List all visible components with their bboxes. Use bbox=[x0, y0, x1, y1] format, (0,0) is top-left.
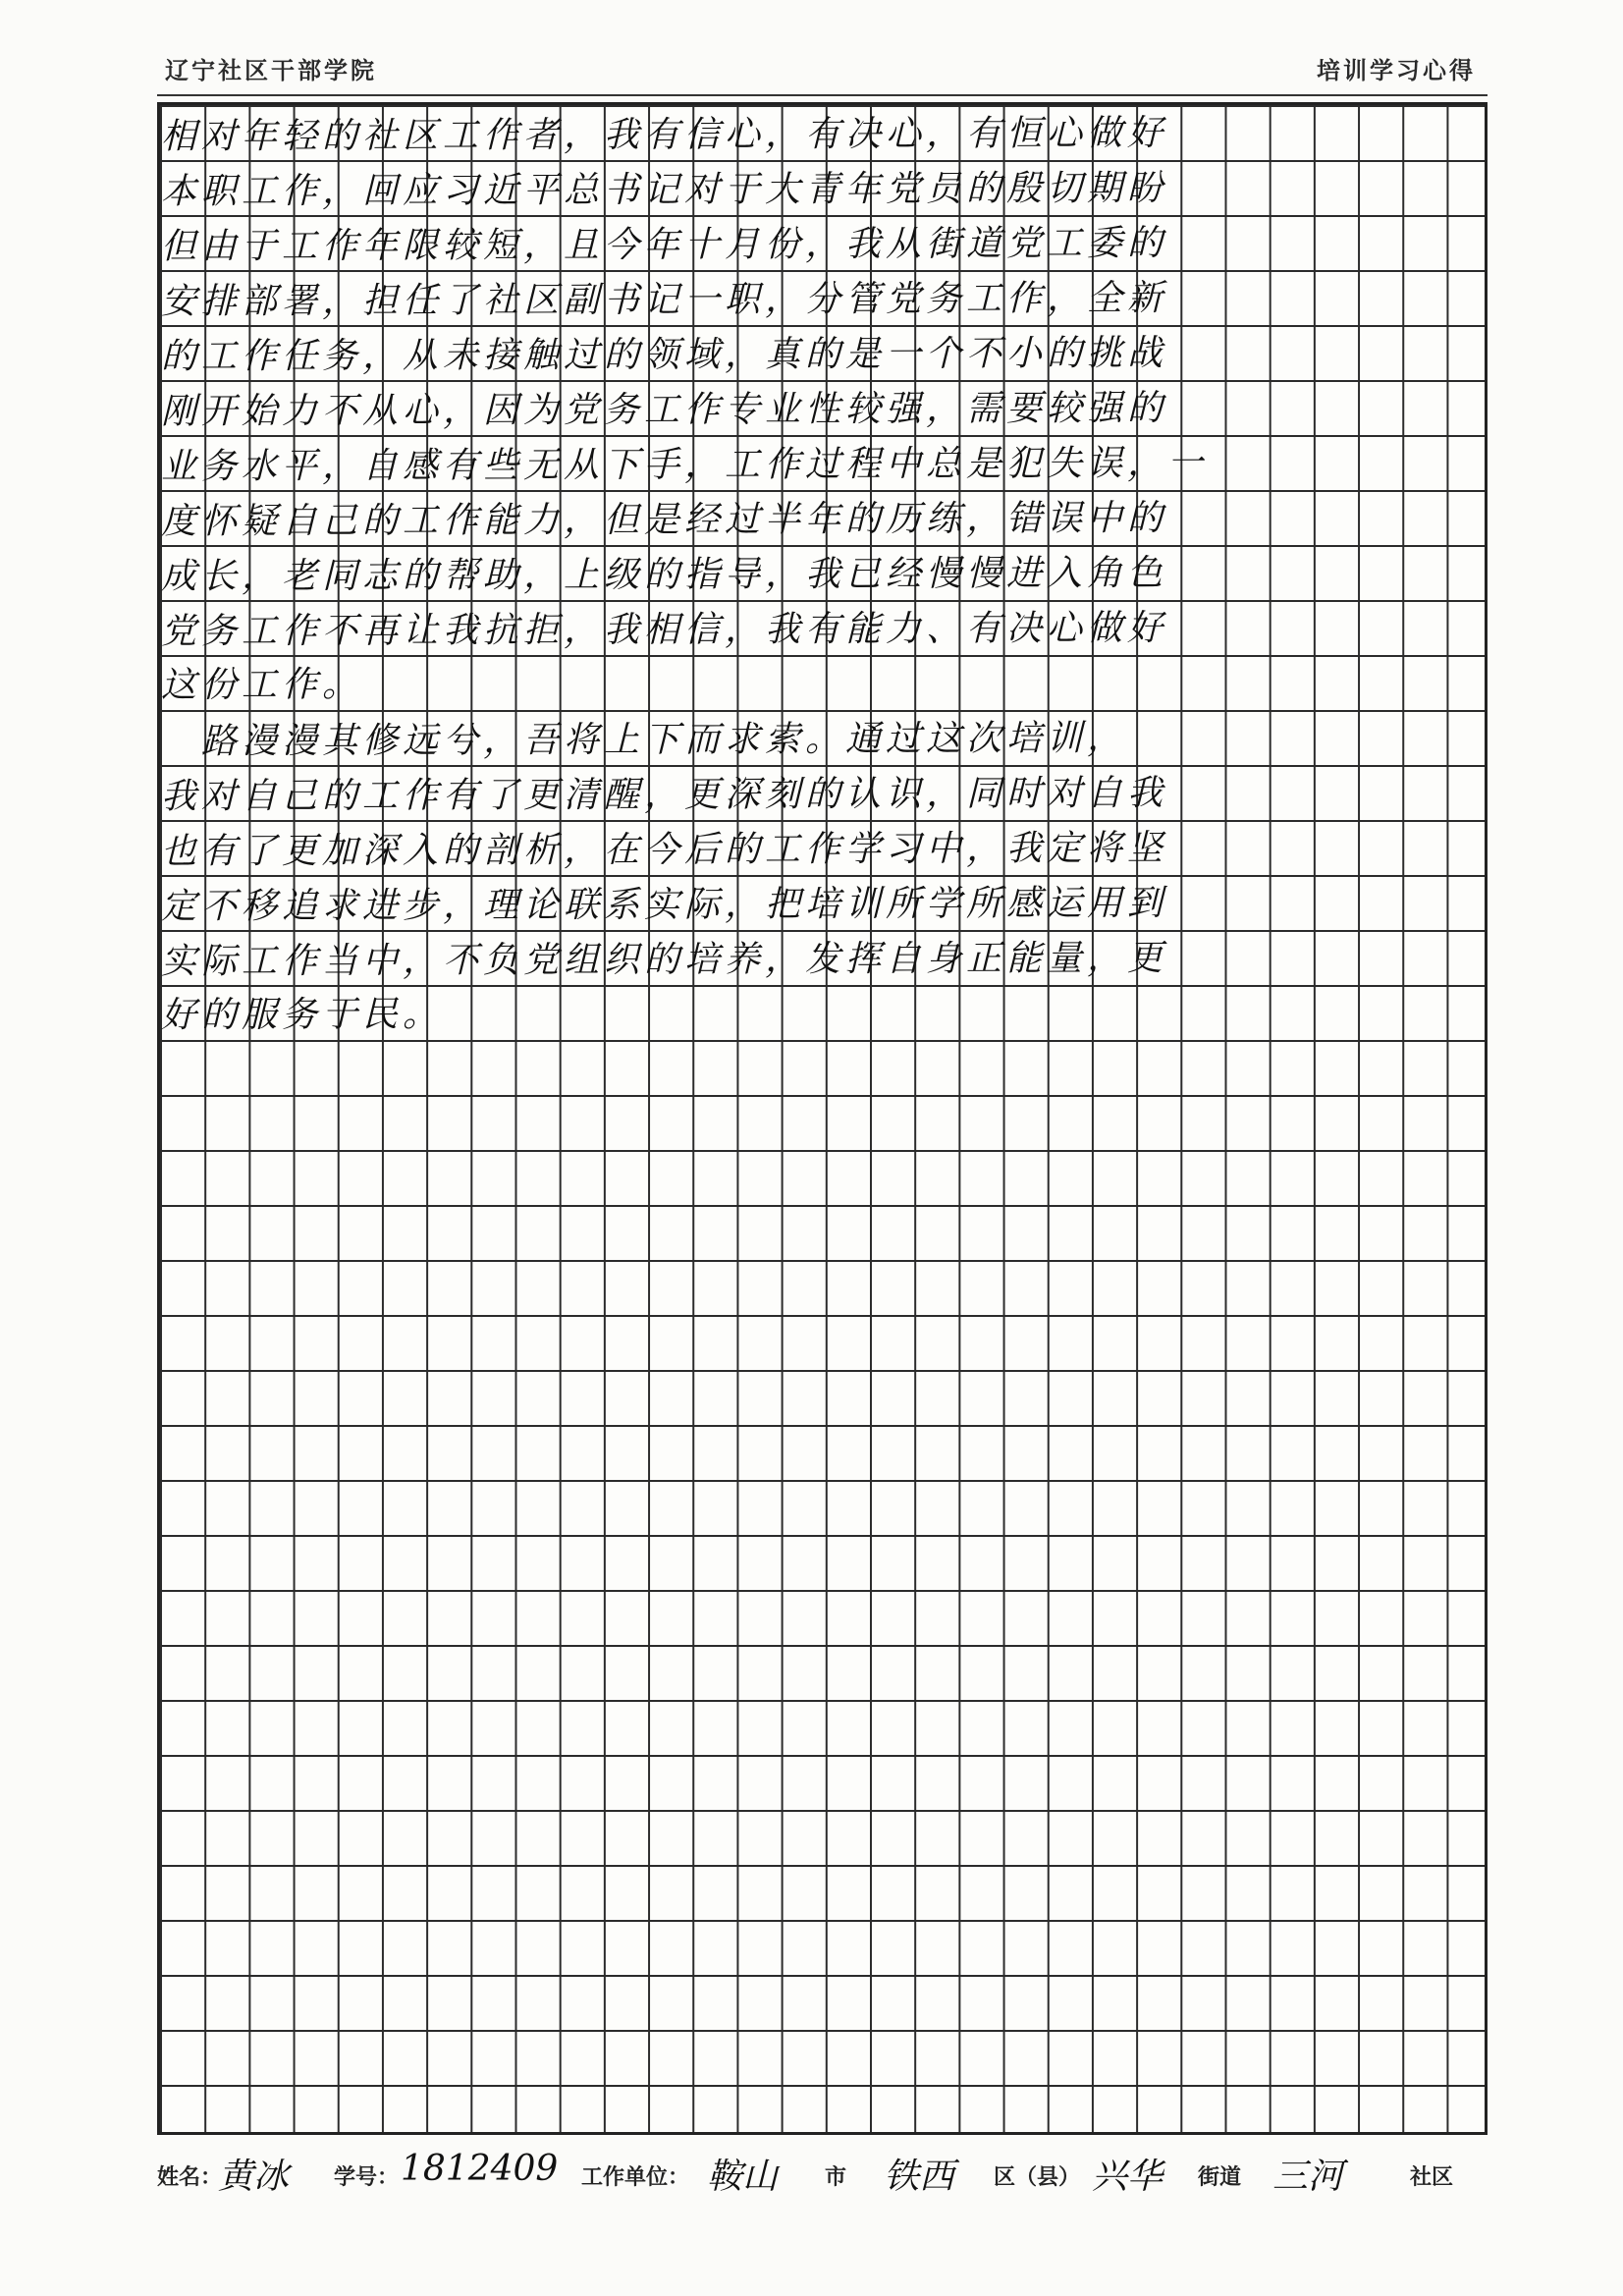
work-unit-label: 工作单位： bbox=[581, 2164, 690, 2190]
community-value: 三河 bbox=[1272, 2157, 1344, 2197]
community-label: 社区 bbox=[1410, 2164, 1454, 2190]
handwritten-line: 但由于工作年限较短，且今年十月份，我从街道党工委的 bbox=[160, 223, 1168, 267]
handwritten-line: 度怀疑自己的工作能力，但是经过半年的历练，错误中的 bbox=[160, 498, 1168, 542]
name-value: 黄冰 bbox=[218, 2157, 290, 2197]
handwritten-line: 我对自己的工作有了更清醒，更深刻的认识，同时对自我 bbox=[160, 773, 1168, 817]
handwritten-line: 党务工作不再让我抗拒，我相信，我有能力、有决心做好 bbox=[160, 608, 1168, 652]
document-type-title: 培训学习心得 bbox=[1317, 56, 1476, 84]
city-label: 市 bbox=[825, 2164, 847, 2190]
student-id-label: 学号： bbox=[334, 2164, 400, 2190]
street-label: 街道 bbox=[1198, 2164, 1242, 2190]
institution-name: 辽宁社区干部学院 bbox=[165, 56, 377, 84]
student-info-footer bbox=[157, 2145, 1488, 2204]
city-value: 鞍山 bbox=[707, 2157, 779, 2197]
handwritten-line: 这份工作。 bbox=[160, 664, 363, 706]
handwritten-line: 安排部署，担任了社区副书记一职，分管党务工作，全新 bbox=[160, 278, 1168, 322]
name-label: 姓名： bbox=[157, 2164, 223, 2190]
handwritten-line: 实际工作当中，不负党组织的培养，发挥自身正能量，更 bbox=[160, 938, 1168, 982]
handwritten-line: 的工作任务，从未接触过的领域，真的是一个不小的挑战 bbox=[160, 333, 1168, 377]
handwritten-line: 刚开始力不从心，因为党务工作专业性较强，需要较强的 bbox=[160, 388, 1168, 432]
handwritten-line: 也有了更加深入的剖析，在今后的工作学习中，我定将坚 bbox=[160, 828, 1168, 872]
handwritten-line: 相对年轻的社区工作者，我有信心，有决心，有恒心做好 bbox=[160, 113, 1168, 157]
handwritten-line: 好的服务于民。 bbox=[160, 994, 444, 1036]
handwritten-line: 业务水平，自感有些无从下手，工作过程中总是犯失误，一 bbox=[160, 443, 1209, 487]
handwritten-line: 定不移追求进步，理论联系实际，把培训所学所感运用到 bbox=[160, 883, 1168, 927]
street-value: 兴华 bbox=[1092, 2157, 1163, 2197]
student-id-value: 1812409 bbox=[401, 2149, 559, 2189]
handwritten-line: 本职工作，回应习近平总书记对于大青年党员的殷切期盼 bbox=[160, 168, 1168, 212]
handwritten-text-block bbox=[161, 102, 1487, 1575]
district-label: 区（县） bbox=[994, 2164, 1081, 2190]
district-value: 铁西 bbox=[884, 2157, 955, 2197]
handwritten-line: 成长，老同志的帮助，上级的指导，我已经慢慢进入角色 bbox=[160, 553, 1168, 597]
handwritten-line: 路漫漫其修远兮，吾将上下而求索。通过这次培训， bbox=[160, 718, 1128, 762]
header-rule bbox=[157, 94, 1488, 96]
